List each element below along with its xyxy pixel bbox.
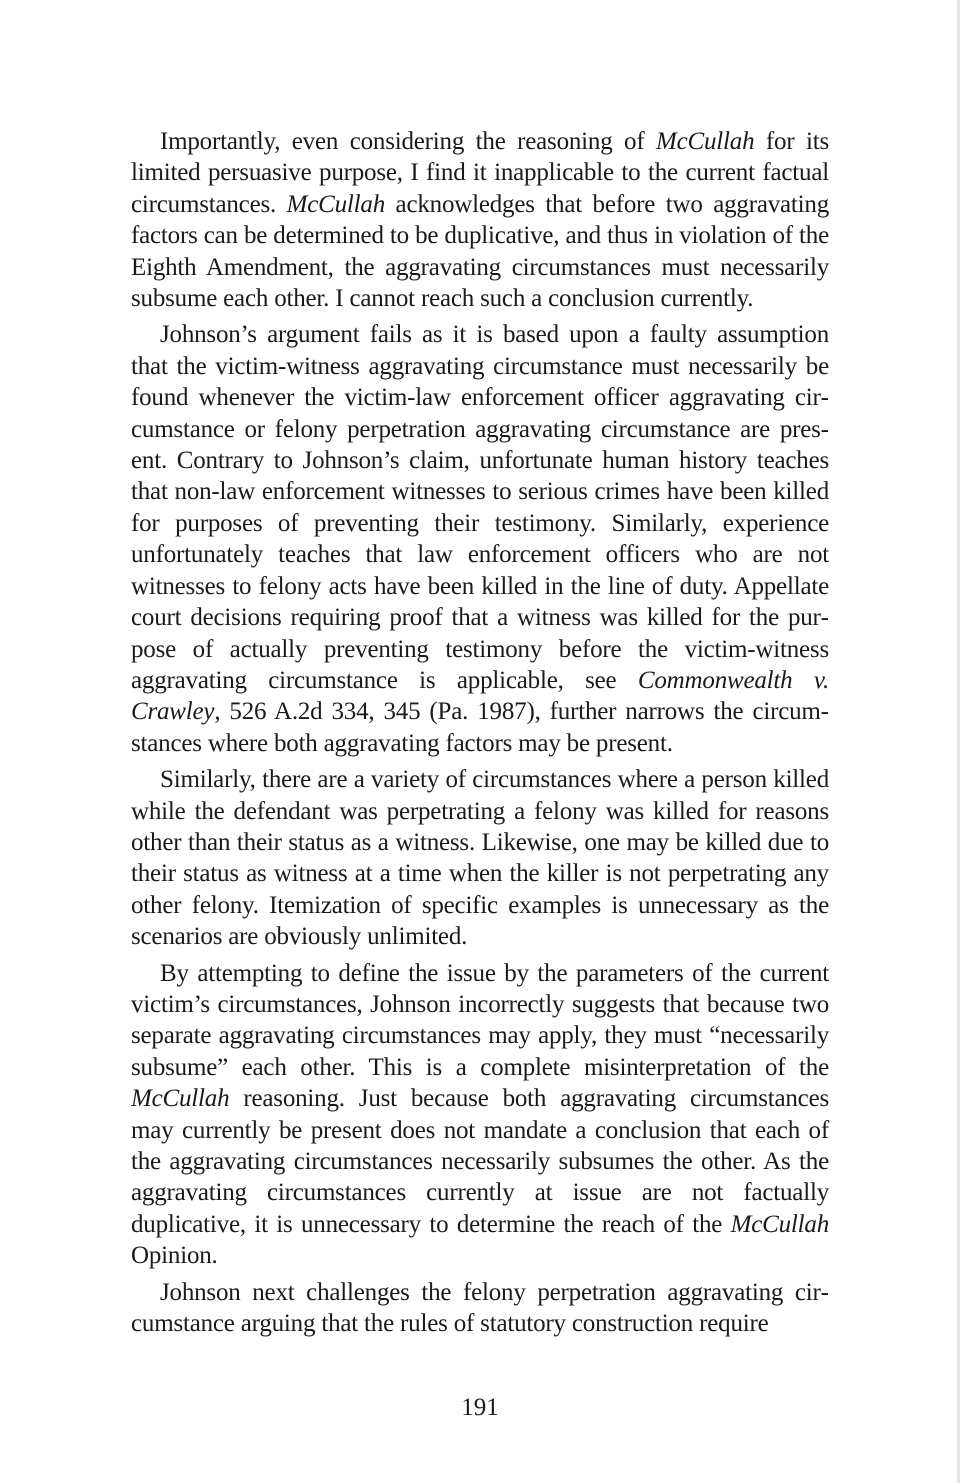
text-run: , 526 A.2d 334, 345 (Pa. 1987), further narrows the circumstances where both aggravating factors may be present. <box>131 698 829 757</box>
body-text <box>131 126 829 1339</box>
text-run: Similarly, there are a variety of circumstances where a person killed while the defendant was perpetrating a felony was killed for reasons other than their status as a witness. Likewise, one may be killed due to their status as witness at a time when the killer is not perpetrating any other felony. Itemization of specific examples is unnecessary as the scenarios are obviously unlimited. <box>131 766 829 951</box>
paragraph <box>131 319 829 759</box>
text-run: Opinion. <box>131 1242 218 1270</box>
text-run: reasoning. Just because both aggravating circumstances may currently be present does not mandate a conclusion that each of the aggravating circumstances necessarily subsumes the other. As the aggravating circumstances currently at issue are not factually duplicative, it is unnecessary to determine the reach of the <box>131 1085 829 1238</box>
case-citation: McCullah <box>286 190 385 218</box>
text-run: Johnson’s argument fails as it is based upon a faulty assumption that the victim-witness aggravating circumstance must necessarily be found whenever the victim-law enforcement officer aggravating circumstance or felony perpetration aggravating circumstance are present. Contrary to Johnson’s claim, unfortunate human history teaches that non-law enforcement witnesses to serious crimes have been killed for purposes of preventing their testimony. Similarly, experience unfortunately teaches that law enforcement officers who are not witnesses to felony acts have been killed in the line of duty. Appellate court decisions requiring proof that a witness was killed for the purpose of actually preventing testimony before the victim-witness aggravating circumstance is applicable, see <box>131 321 829 694</box>
paragraph <box>131 1277 829 1340</box>
case-citation: Commonwealth v. Crawley <box>131 666 829 726</box>
case-citation: McCullah <box>131 1085 230 1113</box>
page-number: 191 <box>461 1394 499 1421</box>
case-citation: McCullah <box>730 1210 829 1238</box>
text-run: Johnson next challenges the felony perpetration aggravating circumstance arguing that the rules of statutory construction require <box>131 1278 829 1338</box>
paragraph <box>131 126 829 314</box>
text-run: By attempting to define the issue by the parameters of the current victim’s circumstances, Johnson incorrectly suggests that because two separate aggravating circumstances may apply, they must “necessarily subsume” each other. This is a complete misinterpretation of the <box>131 959 829 1081</box>
text-run: acknowledges that before two aggravating factors can be determined to be duplicative, and thus in violation of the Eighth Amendment, the aggravating circumstances must necessarily subsume each other. I cannot reach such a conclusion currently. <box>131 190 829 313</box>
text-run: Importantly, even considering the reasoning of <box>160 128 656 155</box>
paragraph <box>131 958 829 1272</box>
text-run: for its limited persuasive purpose, I find it inapplicable to the current factual circumstances. <box>131 128 829 218</box>
paragraph <box>131 764 829 952</box>
case-citation: McCullah <box>655 128 755 155</box>
